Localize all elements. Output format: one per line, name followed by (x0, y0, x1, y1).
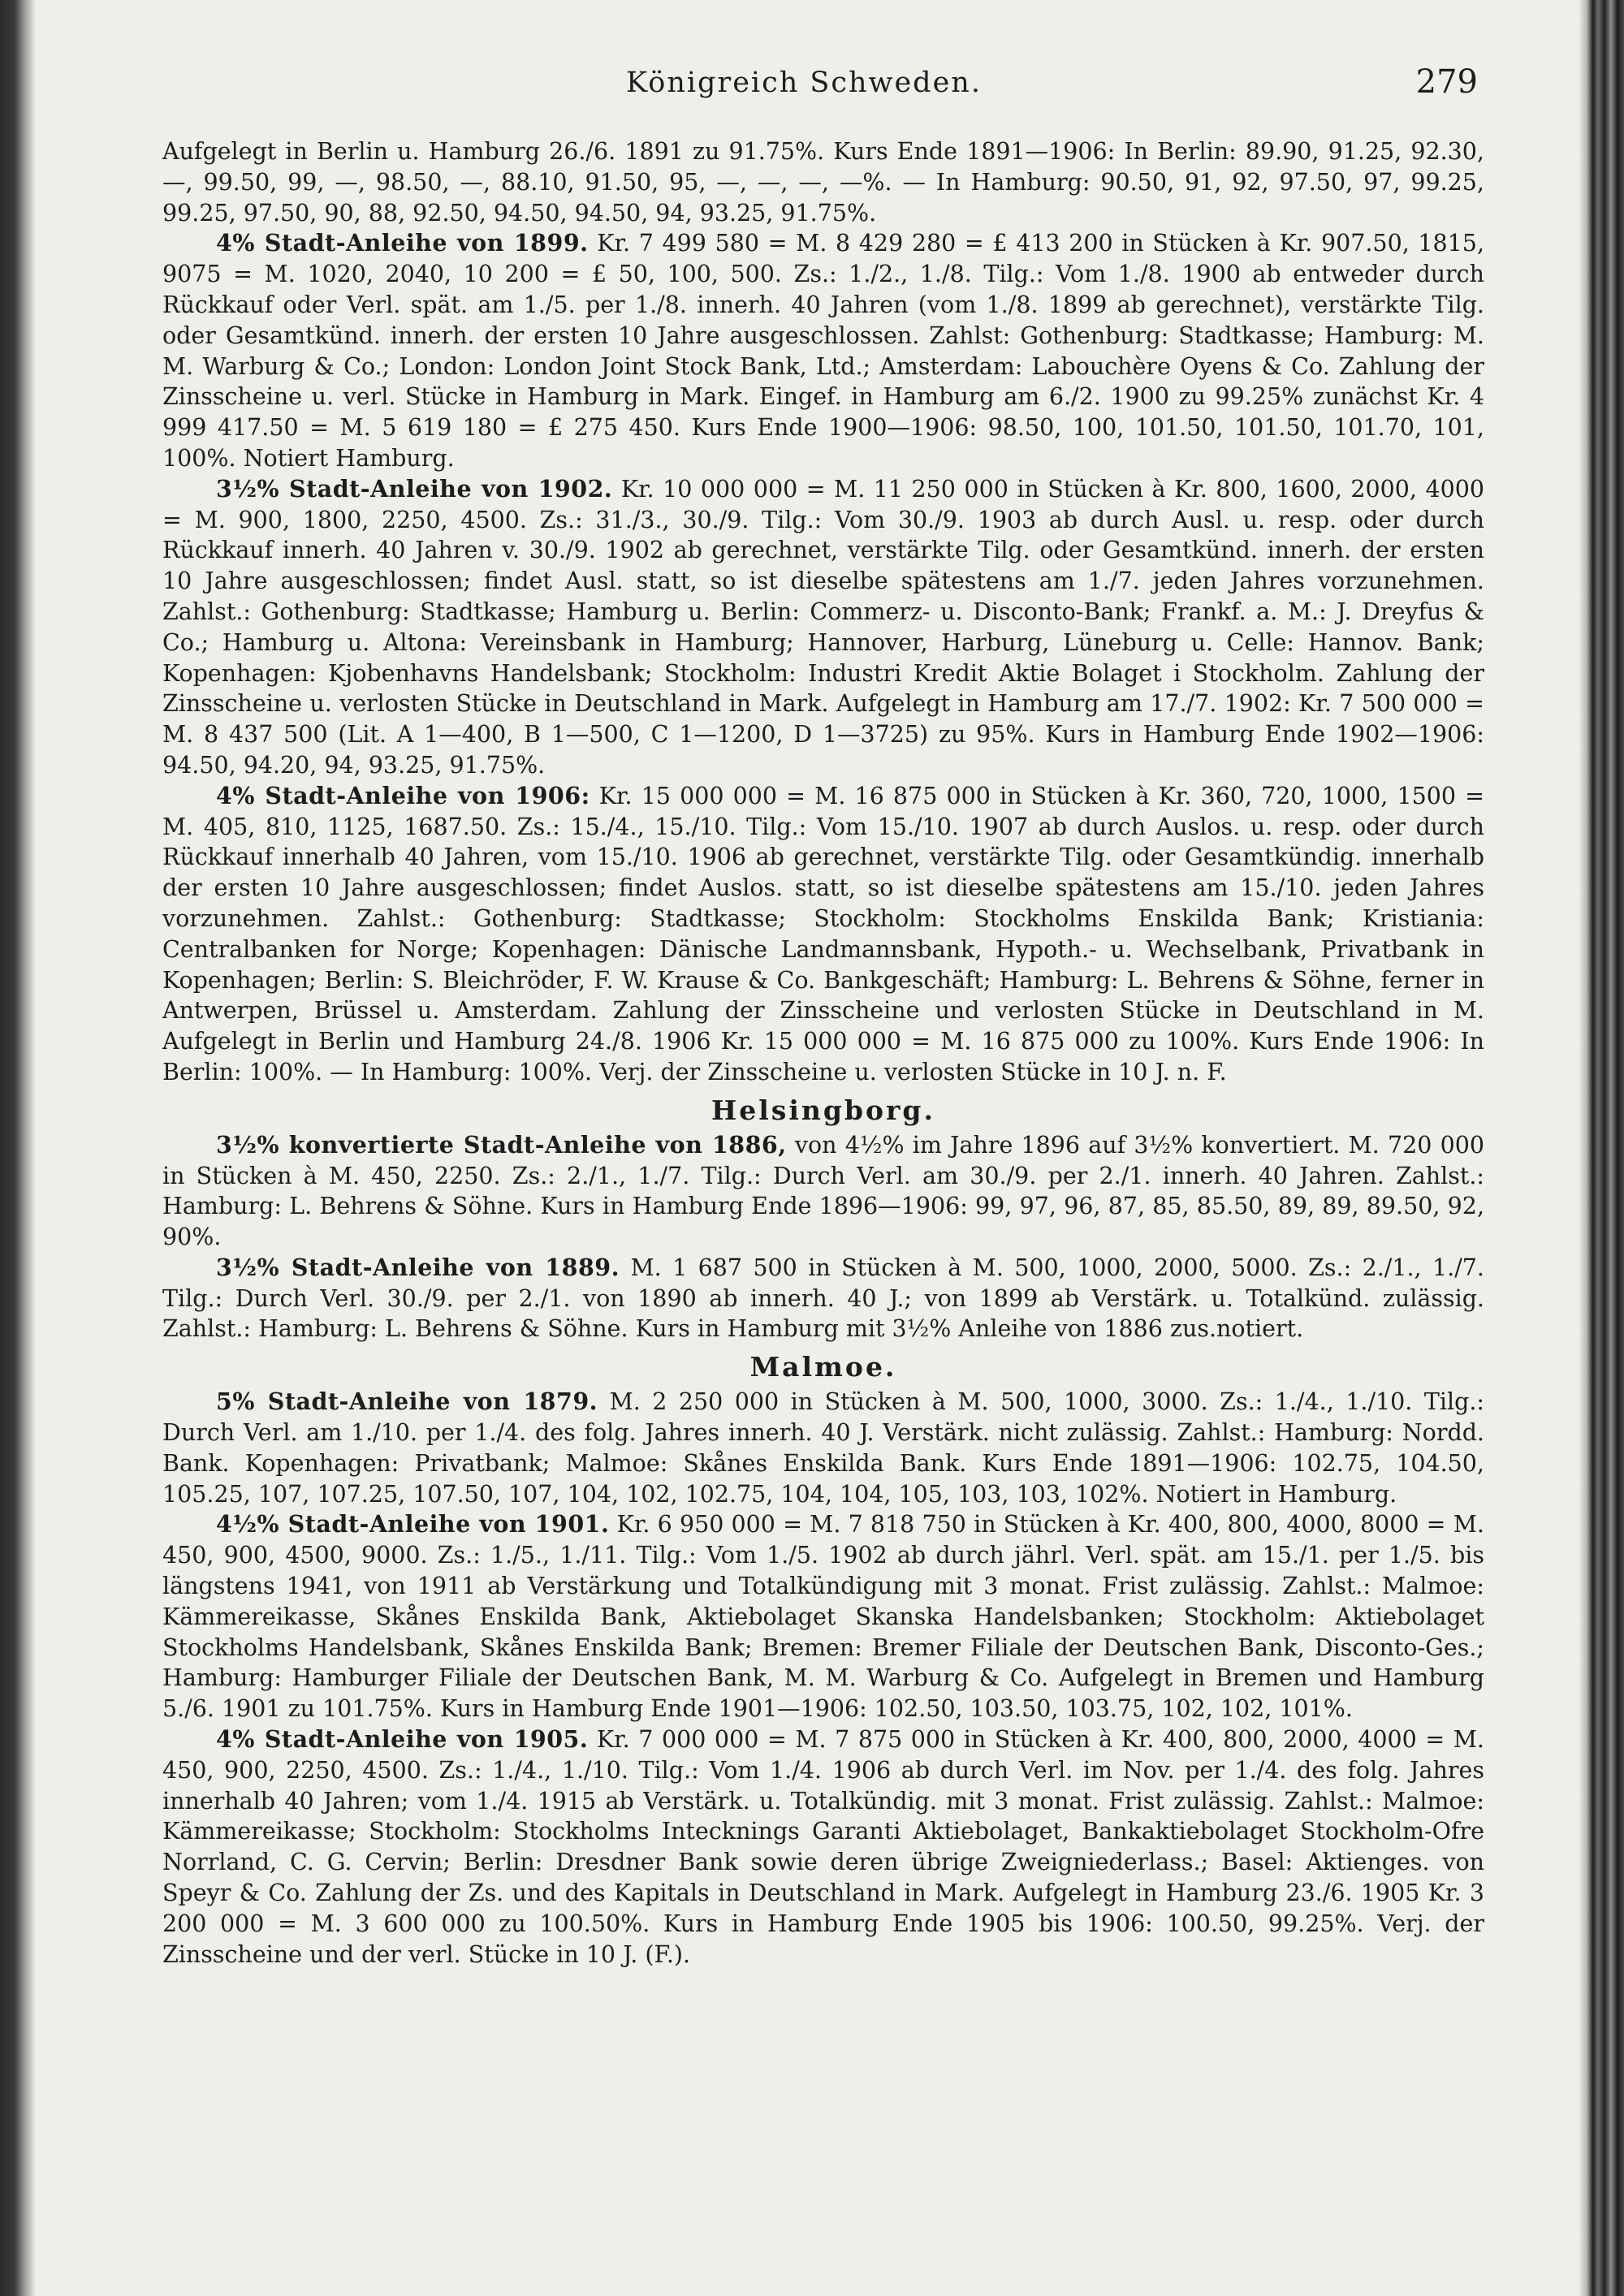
loan-heading: 5% Stadt-Anleihe von 1879. (216, 1388, 598, 1416)
page-body (162, 136, 1484, 1970)
paragraph-text: von 4½% im Jahre 1896 auf 3½% konvertiert. M. 720 000 in Stücken à M. 450, 2250. Zs.: 2./1., 1./7. Tilg.: Durch Verl. am 30./9. per 2./1. innerh. 40 Jahren. Zahlst.: Hamburg: L. Behrens & Söhne. Kurs in Hamburg Ende 1896—1906: 99, 97, 96, 87, 85, 85.50, 89, 89, 89.50, 92, 90%. (162, 1131, 1485, 1251)
paragraph (162, 1387, 1484, 1509)
paragraph-text: M. 2 250 000 in Stücken à M. 500, 1000, 3000. Zs.: 1./4., 1./10. Tilg.: Durch Verl. am 1./10. per 1./4. des folg. Jahres innerh. 40 J. Verstärk. nicht zulässig. Zahlst.: Hamburg: Nordd. Bank. Kopenhagen: Privatbank; Malmoe: Skånes Enskilda Bank. Kurs Ende 1891—1906: 102.75, 104.50, 105.25, 107, 107.25, 107.50, 107, 104, 102, 102.75, 104, 104, 105, 103, 103, 102%. Notiert in Hamburg. (162, 1388, 1484, 1508)
loan-heading: 3½% Stadt-Anleihe von 1902. (216, 474, 613, 503)
paragraph-text: Kr. 7 499 580 = M. 8 429 280 = £ 413 200 in Stücken à Kr. 907.50, 1815, 9075 = M. 1020, 2040, 10 200 = £ 50, 100, 500. Zs.: 1./2., 1./8. Tilg.: Vom 1./8. 1900 ab entweder durch Rückkauf oder Verl. spät. am 1./5. per 1./8. innerh. 40 Jahren (vom 1./8. 1899 ab gerechnet), verstärkte Tilg. oder Gesamtkünd. innerh. der ersten 10 Jahre ausgeschlossen. Zahlst: Gothenburg: Stadtkasse; Hamburg: M. M. Warburg & Co.; London: London Joint Stock Bank, Ltd.; Amsterdam: Labouchère Oyens & Co. Zahlung der Zinsscheine u. verl. Stücke in Hamburg in Mark. Eingef. in Hamburg am 6./2. 1900 zu 99.25% zunächst Kr. 4 999 417.50 = M. 5 619 180 = £ 275 450. Kurs Ende 1900—1906: 98.50, 100, 101.50, 101.50, 101.70, 101, 100%. Notiert Hamburg. (162, 230, 1484, 472)
paragraph (162, 228, 1484, 473)
paragraph-text: M. 1 687 500 in Stücken à M. 500, 1000, 2000, 5000. Zs.: 2./1., 1./7. Tilg.: Durch Verl. 30./9. per 2./1. von 1890 ab innerh. 40 J.; von 1899 ab Verstärk. u. Totalkünd. zulässig. Zahlst.: Hamburg: L. Behrens & Söhne. Kurs in Hamburg mit 3½% Anleihe von 1886 zus.notiert. (162, 1254, 1484, 1343)
paragraph-text: Kr. 6 950 000 = M. 7 818 750 in Stücken à Kr. 400, 800, 4000, 8000 = M. 450, 900, 4500, 9000. Zs.: 1./5., 1./11. Tilg.: Vom 1./5. 1902 ab durch jährl. Verl. spät. am 15./1. per 1./5. bis längstens 1941, von 1911 ab Verstärkung und Totalkündigung mit 3 monat. Frist zulässig. Zahlst.: Malmoe: Kämmereikasse, Skånes Enskilda Bank, Aktiebolaget Skanska Handelsbanken; Stockholm: Aktiebolaget Stockholms Handelsbank, Skånes Enskilda Bank; Bremen: Bremer Filiale der Deutschen Bank, Disconto-Ges.; Hamburg: Hamburger Filiale der Deutschen Bank, M. M. Warburg & Co. Aufgelegt in Bremen und Hamburg 5./6. 1901 zu 101.75%. Kurs in Hamburg Ende 1901—1906: 102.50, 103.50, 103.75, 102, 102, 101%. (162, 1511, 1484, 1723)
loan-heading: 4% Stadt-Anleihe von 1899. (216, 229, 589, 257)
scan-binding-shadow (0, 0, 36, 2296)
paragraph (162, 1253, 1484, 1344)
page-header (130, 63, 1478, 112)
document-page (32, 0, 1592, 2296)
city-heading: Malmoe. (749, 1351, 897, 1383)
loan-heading: 4% Stadt-Anleihe von 1905. (216, 1725, 589, 1754)
paragraph (162, 136, 1484, 228)
paragraph (162, 781, 1484, 1088)
running-title: Königreich Schweden. (626, 67, 982, 99)
paragraph (162, 474, 1484, 781)
page-number: 279 (1415, 63, 1478, 101)
city-heading: Helsingborg. (711, 1094, 935, 1126)
loan-heading: 4% Stadt-Anleihe von 1906: (216, 781, 590, 809)
paragraph-text: Kr. 7 000 000 = M. 7 875 000 in Stücken à Kr. 400, 800, 2000, 4000 = M. 450, 900, 2250, 4500. Zs.: 1./4., 1./10. Tilg.: Vom 1./4. 1906 ab durch Verl. im Nov. per 1./4. des folg. Jahres innerhalb 40 Jahren; vom 1./4. 1915 ab Verstärk. u. Totalkündig. mit 3 monat. Frist zulässig. Zahlst.: Malmoe: Kämmereikasse; Stockholm: Stockholms Intecknings Garanti Aktiebolaget, Bankaktiebolaget Stockholm-Ofre Norrland, C. G. Cervin; Berlin: Dresdner Bank sowie deren übrige Zweigniederlass.; Basel: Aktienges. von Speyr & Co. Zahlung der Zs. und des Kapitals in Deutschland in Mark. Aufgelegt in Hamburg 23./6. 1905 Kr. 3 200 000 = M. 3 600 000 zu 100.50%. Kurs in Hamburg Ende 1905 bis 1906: 100.50, 99.25%. Verj. der Zinsscheine und der verl. Stücke in 10 J. (F.). (162, 1726, 1484, 1968)
paragraph-text: Aufgelegt in Berlin u. Hamburg 26./6. 1891 zu 91.75%. Kurs Ende 1891—1906: In Berlin: 89.90, 91.25, 92.30, —, 99.50, 99, —, 98.50, —, 88.10, 91.50, 95, —, —, —, —%. — In Hamburg: 90.50, 91, 92, 97.50, 97, 99.25, 99.25, 97.50, 90, 88, 92.50, 94.50, 94.50, 94, 93.25, 91.75%. (162, 138, 1484, 227)
scan-page-edge (1579, 0, 1624, 2296)
loan-heading: 3½% Stadt-Anleihe von 1889. (216, 1253, 620, 1281)
paragraph (162, 1509, 1484, 1724)
paragraph (162, 1724, 1484, 1970)
loan-heading: 4½% Stadt-Anleihe von 1901. (216, 1510, 610, 1539)
paragraph-text: Kr. 10 000 000 = M. 11 250 000 in Stücken à Kr. 800, 1600, 2000, 4000 = M. 900, 1800, 2250, 4500. Zs.: 31./3., 30./9. Tilg.: Vom 30./9. 1903 ab durch Ausl. u. resp. oder durch Rückkauf innerh. 40 Jahren v. 30./9. 1902 ab gerechnet, verstärkte Tilg. oder Gesamtkünd. innerh. der ersten 10 Jahre ausgeschlossen; findet Ausl. statt, so ist dieselbe spätestens am 1./7. jeden Jahres vorzunehmen. Zahlst.: Gothenburg: Stadtkasse; Hamburg u. Berlin: Commerz- u. Disconto-Bank; Frankf. a. M.: J. Dreyfus & Co.; Hamburg u. Altona: Vereinsbank in Hamburg; Hannover, Harburg, Lüneburg u. Celle: Hannov. Bank; Kopenhagen: Kjobenhavns Handelsbank; Stockholm: Industri Kredit Aktie Bolaget i Stockholm. Zahlung der Zinsscheine u. verlosten Stücke in Deutschland in Mark. Aufgelegt in Hamburg am 17./7. 1902: Kr. 7 500 000 = M. 8 437 500 (Lit. A 1—400, B 1—500, C 1—1200, D 1—3725) zu 95%. Kurs in Hamburg Ende 1902—1906: 94.50, 94.20, 94, 93.25, 91.75%. (162, 475, 1484, 779)
loan-heading: 3½% konvertierte Stadt-Anleihe von 1886, (216, 1130, 787, 1159)
paragraph (162, 1130, 1484, 1253)
paragraph-text: Kr. 15 000 000 = M. 16 875 000 in Stücken à Kr. 360, 720, 1000, 1500 = M. 405, 810, 1125, 1687.50. Zs.: 15./4., 15./10. Tilg.: Vom 15./10. 1907 ab durch Auslos. u. resp. oder durch Rückkauf innerhalb 40 Jahren, vom 15./10. 1906 ab gerechnet, verstärkte Tilg. oder Gesamtkündig. innerhalb der ersten 10 Jahre ausgeschlossen; findet Auslos. statt, so ist dieselbe spätestens am 15./10. jeden Jahres vorzunehmen. Zahlst.: Gothenburg: Stadtkasse; Stockholm: Stockholms Enskilda Bank; Kristiania: Centralbanken for Norge; Kopenhagen: Dänische Landmannsbank, Hypoth.- u. Wechselbank, Privatbank in Kopenhagen; Berlin: S. Bleichröder, F. W. Krause & Co. Bankgeschäft; Hamburg: L. Behrens & Söhne, ferner in Antwerpen, Brüssel u. Amsterdam. Zahlung der Zinsscheine und verlosten Stücke in Deutschland in M. Aufgelegt in Berlin und Hamburg 24./8. 1906 Kr. 15 000 000 = M. 16 875 000 zu 100%. Kurs Ende 1906: In Berlin: 100%. — In Hamburg: 100%. Verj. der Zinsscheine u. verlosten Stücke in 10 J. n. F. (162, 782, 1484, 1085)
